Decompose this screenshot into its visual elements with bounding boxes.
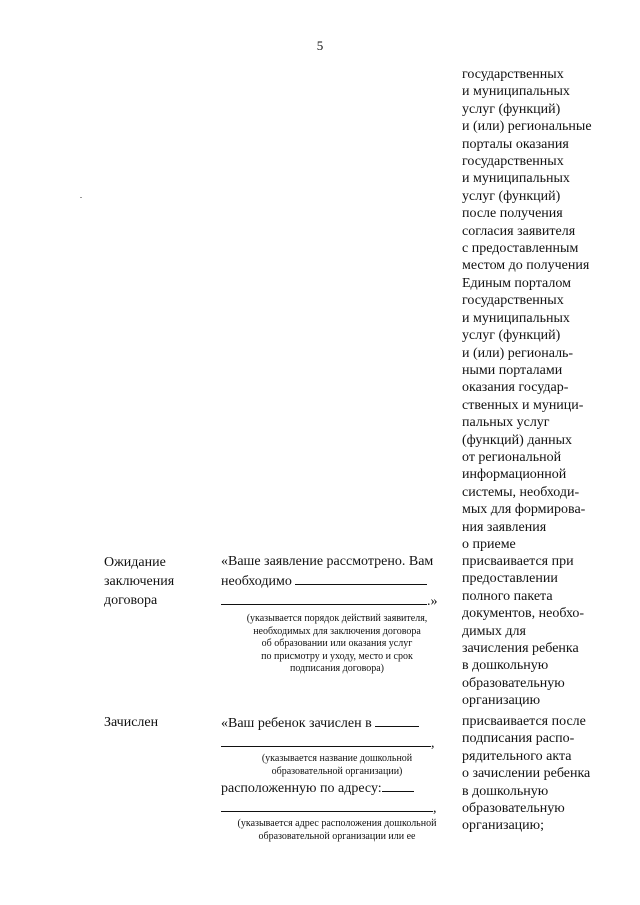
status-label: заключения [104, 574, 175, 589]
text-line: полного пакета [462, 588, 553, 604]
text-line: местом до получения [462, 258, 590, 274]
status-label: договора [104, 593, 158, 608]
scan-speck [80, 197, 82, 198]
description-enrolled [462, 713, 590, 835]
fill-in-blank [221, 798, 433, 812]
footnote-line: (указывается адрес расположения дошкольной [237, 818, 437, 829]
fill-in-blank [221, 591, 427, 605]
text-line: организацию; [462, 818, 545, 834]
footnote-line: необходимых для заключения договора [253, 625, 421, 637]
text-line: и (или) региональные [462, 119, 592, 135]
text-line: образовательную [462, 675, 565, 691]
fill-in-blank [221, 733, 431, 747]
text-line: и муниципальных [462, 171, 570, 187]
text-line: в дошкольную [462, 658, 549, 674]
message-line [221, 713, 453, 733]
message-awaiting-contract [221, 553, 453, 676]
footnote-line: (указывается название дошкольной [261, 753, 413, 764]
text-line: образовательную [462, 801, 565, 817]
description-awaiting-contract [462, 553, 584, 710]
status-label: Зачислен [104, 715, 159, 730]
message-text: , [431, 736, 435, 751]
text-line: от региональной [462, 449, 562, 465]
fill-in-blank [382, 778, 414, 792]
text-line: и (или) региональ- [462, 345, 574, 361]
text-line: о приеме [462, 536, 516, 552]
text-line: подписания распо- [462, 731, 575, 747]
text-line: оказания государ- [462, 380, 569, 396]
status-enrolled [104, 713, 158, 732]
fill-in-blank [295, 571, 427, 585]
text-line: с предоставленным [462, 241, 579, 257]
text-line: документов, необхо- [462, 606, 585, 622]
text-line: в дошкольную [462, 783, 549, 799]
text-line: государственных [462, 67, 564, 82]
message-line [221, 733, 453, 753]
footnote-line: подписания договора) [289, 663, 385, 674]
text-line: после получения [462, 206, 563, 222]
footnote-line: об образовании или оказания услуг [261, 638, 413, 649]
message-line [221, 591, 453, 611]
text-line: мых для формирова- [462, 502, 586, 518]
text-line: услуг (функций) [462, 188, 561, 204]
footnote-line: образовательной организации или ее [258, 830, 416, 842]
text-line: присваивается после [462, 714, 586, 729]
text-line: (функций) данных [462, 432, 573, 448]
text-line: зачисления ребенка [462, 641, 579, 657]
text-line: услуг (функций) [462, 101, 561, 117]
text-line: ными порталами [462, 362, 563, 378]
footnote-line: (указывается порядок действий заявителя, [246, 613, 428, 624]
continued-description [462, 66, 632, 553]
text-line: Единым порталом [462, 275, 571, 291]
message-text: «Ваш ребенок зачислен в [221, 716, 372, 731]
text-line: организацию [462, 693, 541, 709]
text-line: государственных [462, 293, 564, 309]
text-line: пальных услуг [462, 415, 550, 431]
message-enrolled [221, 713, 453, 843]
text-line: присваивается при [462, 554, 574, 569]
message-text: .» [427, 594, 438, 609]
page-number: 5 [316, 38, 324, 53]
text-line: димых для [462, 623, 526, 639]
text-line: о зачислении ребенка [462, 766, 591, 782]
text-line: системы, необходи- [462, 484, 580, 500]
text-line: порталы оказания [462, 136, 569, 152]
text-line: услуг (функций) [462, 328, 561, 344]
footnote-line: по присмотру и уходу, место и срок [261, 650, 413, 662]
text-line: и муниципальных [462, 84, 570, 100]
text-line: рядительного акта [462, 748, 572, 764]
text-line: и муниципальных [462, 310, 570, 326]
message-line [221, 571, 453, 591]
fill-in-blank [375, 713, 419, 727]
status-awaiting-contract [104, 553, 174, 610]
message-line [221, 798, 453, 818]
text-line: ственных и муници- [462, 397, 584, 413]
message-line: «Ваше заявление рассмотрено. Вам [221, 554, 434, 569]
message-text: расположенную по адресу: [221, 781, 382, 796]
text-line: государственных [462, 154, 564, 170]
text-line: информационной [462, 467, 567, 483]
text-line: ния заявления [462, 519, 547, 535]
text-line: предоставлении [462, 571, 558, 587]
message-line [221, 778, 453, 798]
text-line: согласия заявителя [462, 223, 576, 239]
footnote-line: образовательной организации) [271, 765, 403, 777]
status-label: Ожидание [104, 555, 166, 570]
message-text: необходимо [221, 574, 292, 589]
message-text: , [433, 801, 437, 816]
